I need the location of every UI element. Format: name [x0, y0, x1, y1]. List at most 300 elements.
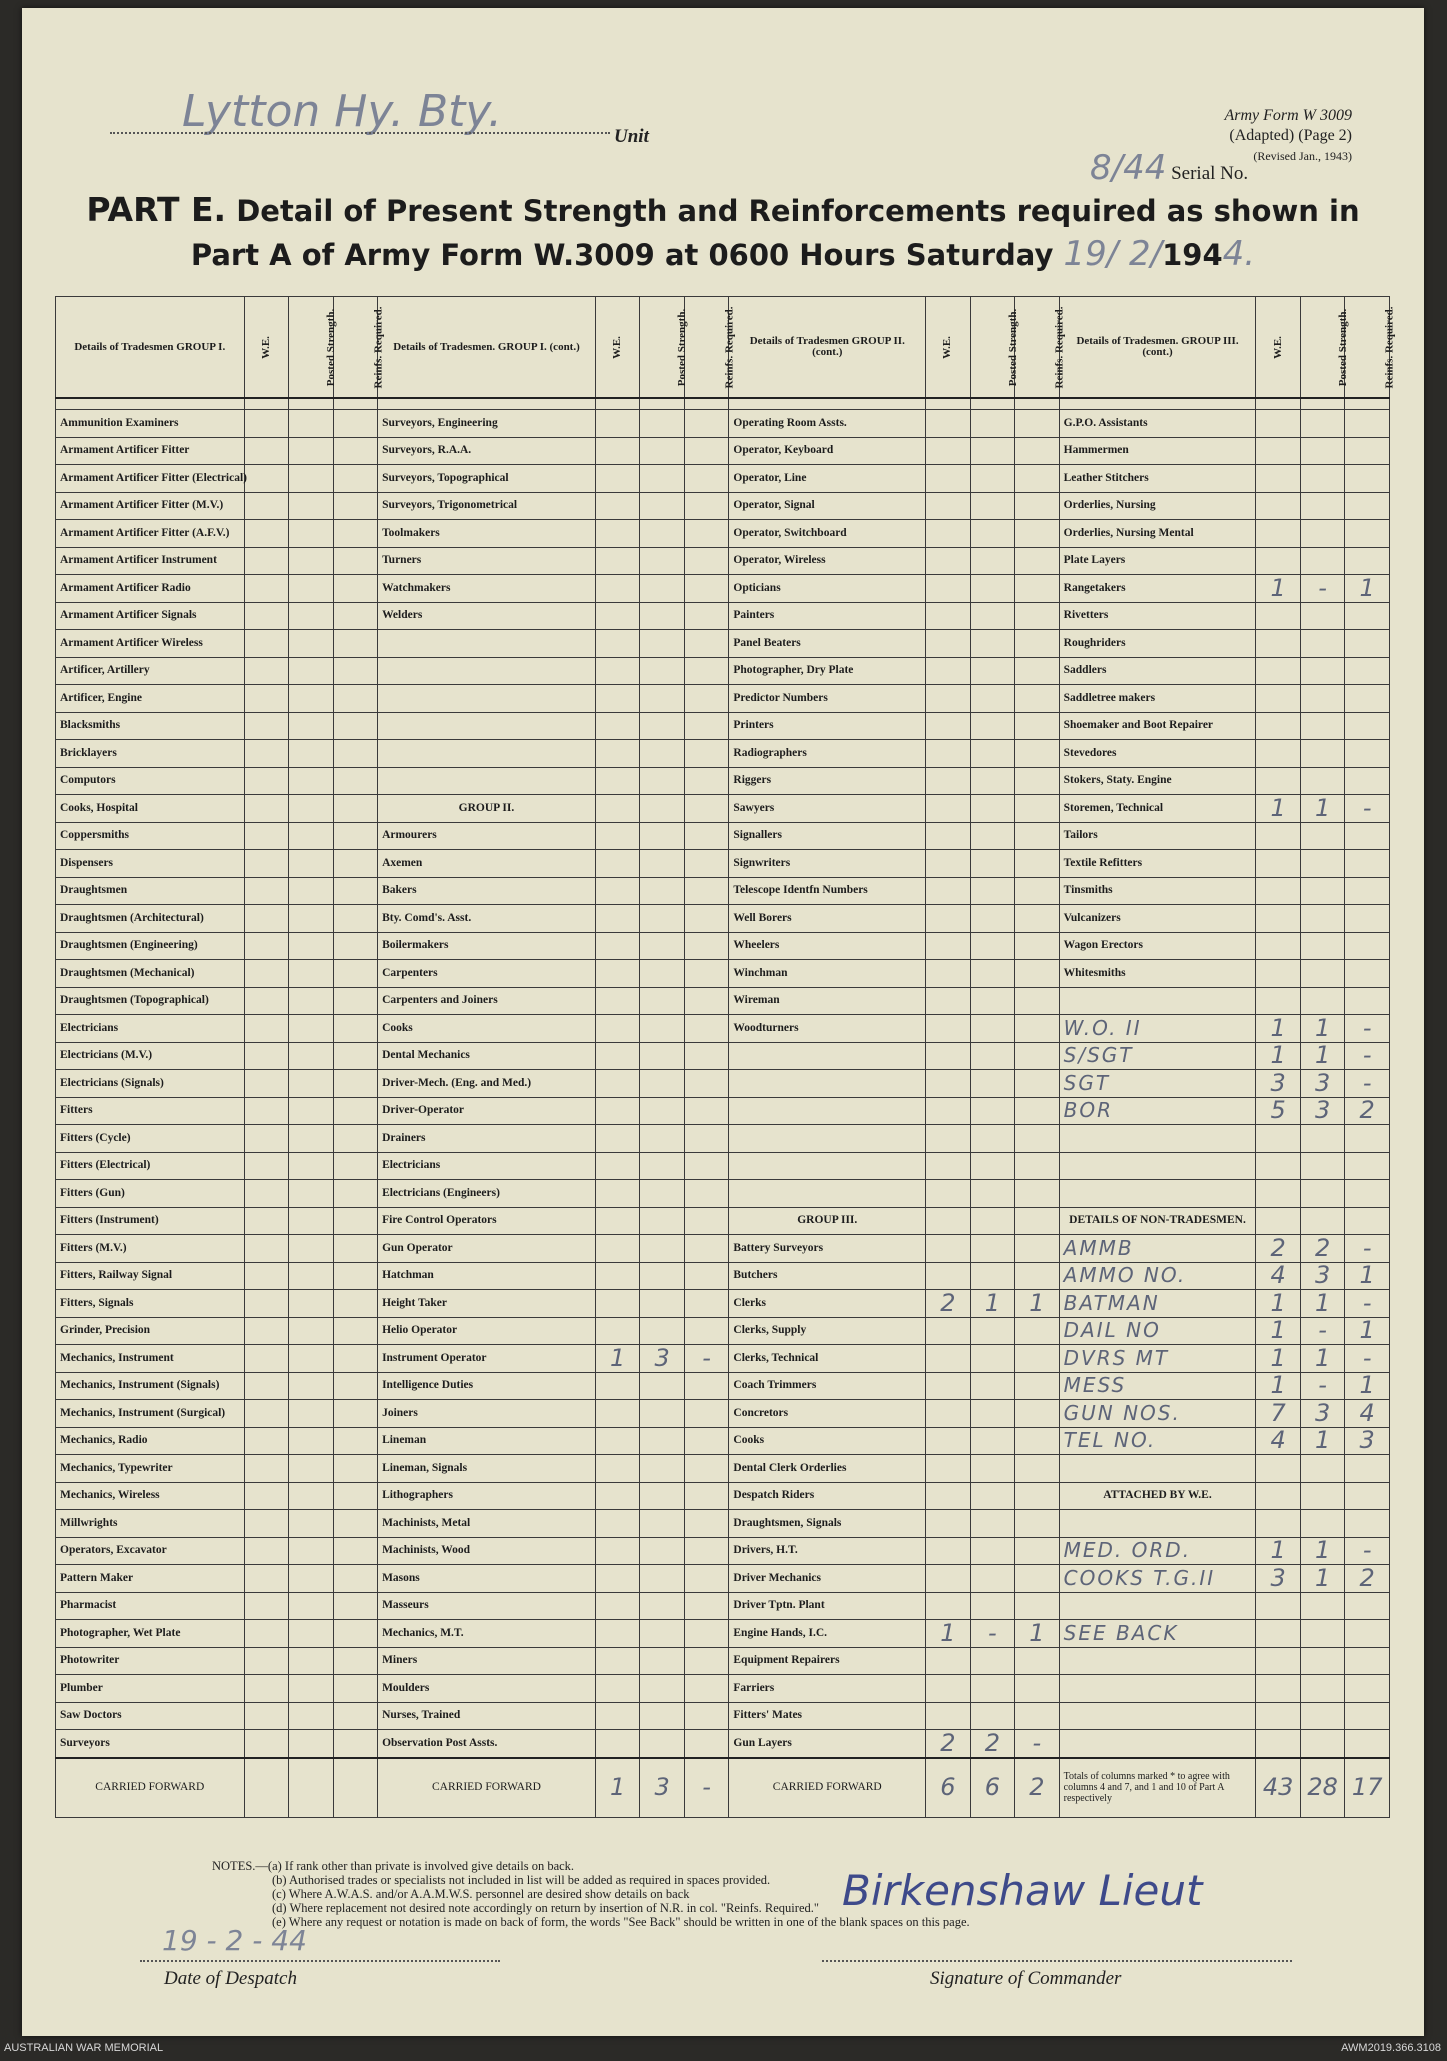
trade-name: Cooks [378, 1015, 596, 1043]
posted-value [970, 1675, 1015, 1703]
trade-name [1059, 1730, 1256, 1758]
reinfs-value [1345, 1152, 1390, 1180]
posted-value [1300, 987, 1345, 1015]
posted-value [640, 1125, 685, 1153]
posted-value [289, 1702, 334, 1730]
posted-value [970, 1207, 1015, 1235]
posted-value [970, 1647, 1015, 1675]
trade-name: Clerks [729, 1290, 926, 1318]
we-value [595, 1647, 640, 1675]
reinfs-value [333, 1372, 378, 1400]
reinfs-value [333, 520, 378, 548]
trade-name: Driver Mechanics [729, 1565, 926, 1593]
reinfs-value [1345, 850, 1390, 878]
reinfs-value [333, 685, 378, 713]
we-value [595, 1015, 640, 1043]
header-reinfs: Reinfs. Required. [684, 297, 729, 399]
trade-name: BOR [1059, 1097, 1256, 1125]
posted-value [970, 712, 1015, 740]
trade-name: Tinsmiths [1059, 877, 1256, 905]
reinfs-value: - [1345, 1537, 1390, 1565]
we-value [595, 437, 640, 465]
we-value [244, 1345, 289, 1373]
we-value [244, 1097, 289, 1125]
trade-name: Roughriders [1059, 630, 1256, 658]
we-value [244, 767, 289, 795]
trade-name: Whitesmiths [1059, 960, 1256, 988]
reinfs-value [684, 630, 729, 658]
posted-value [640, 602, 685, 630]
trade-name: Pharmacist [56, 1592, 245, 1620]
reinfs-value [333, 1675, 378, 1703]
trade-name [378, 712, 596, 740]
we-value [926, 1702, 971, 1730]
table-row [56, 1592, 1390, 1620]
trade-name: Mechanics, Typewriter [56, 1455, 245, 1483]
trade-name: Mechanics, Wireless [56, 1482, 245, 1510]
trade-name [1059, 987, 1256, 1015]
posted-value [640, 1152, 685, 1180]
reinfs-value: 2 [1345, 1565, 1390, 1593]
trade-name [1059, 1702, 1256, 1730]
reinfs-value [333, 1290, 378, 1318]
we-value [595, 492, 640, 520]
we-value [926, 1647, 971, 1675]
we-value [1256, 987, 1301, 1015]
trade-name [729, 1097, 926, 1125]
trade-name: Intelligence Duties [378, 1372, 596, 1400]
posted-value: 1 [970, 1290, 1015, 1318]
trade-name: Photographer, Dry Plate [729, 657, 926, 685]
we-value [595, 1730, 640, 1758]
reinfs-value: 1 [1345, 1262, 1390, 1290]
posted-value [640, 932, 685, 960]
reinfs-value: - [1345, 1015, 1390, 1043]
reinfs-value [684, 1235, 729, 1263]
table-row [56, 1537, 1390, 1565]
we-value [244, 547, 289, 575]
trade-name: AMMB [1059, 1235, 1256, 1263]
reinfs-value [333, 740, 378, 768]
reinfs-value: - [1345, 795, 1390, 823]
we-value [926, 1125, 971, 1153]
posted-value [970, 1427, 1015, 1455]
carried-forward-label: CARRIED FORWARD [729, 1758, 926, 1818]
trade-name: Photographer, Wet Plate [56, 1620, 245, 1648]
posted-value [1300, 1207, 1345, 1235]
we-value [926, 1592, 971, 1620]
credit-left: AUSTRALIAN WAR MEMORIAL [4, 2042, 164, 2054]
we-value [926, 1097, 971, 1125]
reinfs-value: 4 [1345, 1400, 1390, 1428]
note-c: (c) Where A.W.A.S. and/or A.A.M.W.S. personnel are desired show details on back [272, 1887, 690, 1901]
trade-name: Driver Tptn. Plant [729, 1592, 926, 1620]
posted-value [289, 520, 334, 548]
table-row [56, 1015, 1390, 1043]
we-value [1256, 1592, 1301, 1620]
reinfs-value [1015, 1262, 1060, 1290]
trade-name: Armament Artificer Fitter [56, 437, 245, 465]
posted-value [1300, 1620, 1345, 1648]
trade-name: Operator, Wireless [729, 547, 926, 575]
posted-value [289, 932, 334, 960]
trade-name: Artificer, Artillery [56, 657, 245, 685]
we-value [1256, 630, 1301, 658]
posted-value [640, 1262, 685, 1290]
we-total: 43 [1256, 1758, 1301, 1818]
posted-value [970, 685, 1015, 713]
trade-name: Clerks, Supply [729, 1317, 926, 1345]
posted-value [970, 1372, 1015, 1400]
reinfs-value [1015, 850, 1060, 878]
reinfs-value [1345, 410, 1390, 438]
reinfs-value [1345, 932, 1390, 960]
we-value [244, 1565, 289, 1593]
trade-name: DETAILS OF NON-TRADESMEN. [1059, 1207, 1256, 1235]
posted-value [1300, 960, 1345, 988]
we-value [244, 1180, 289, 1208]
we-value [926, 905, 971, 933]
we-value [1256, 877, 1301, 905]
we-value [595, 767, 640, 795]
posted-value [289, 465, 334, 493]
reinfs-value [684, 657, 729, 685]
trade-name: Shoemaker and Boot Repairer [1059, 712, 1256, 740]
reinfs-value [333, 465, 378, 493]
reinfs-value [1345, 657, 1390, 685]
trade-name: Farriers [729, 1675, 926, 1703]
posted-value [640, 1317, 685, 1345]
reinfs-value [684, 1290, 729, 1318]
unit-handwritten: Lytton Hy. Bty. [182, 86, 503, 137]
we-value [595, 960, 640, 988]
trade-name: Photowriter [56, 1647, 245, 1675]
trade-name: Gun Operator [378, 1235, 596, 1263]
trade-name: Operators, Excavator [56, 1537, 245, 1565]
reinfs-value [1345, 1647, 1390, 1675]
trade-name: Armament Artificer Instrument [56, 547, 245, 575]
reinfs-value [684, 547, 729, 575]
posted-value [289, 1290, 334, 1318]
trade-name: Fitters, Railway Signal [56, 1262, 245, 1290]
posted-value [640, 1042, 685, 1070]
we-value [244, 822, 289, 850]
we-value: 7 [1256, 1400, 1301, 1428]
we-value [926, 1510, 971, 1538]
we-value [1256, 712, 1301, 740]
posted-value [640, 850, 685, 878]
posted-value [640, 1290, 685, 1318]
we-value: 1 [595, 1345, 640, 1373]
we-value [244, 575, 289, 603]
reinfs-value [333, 1042, 378, 1070]
posted-value [970, 960, 1015, 988]
reinfs-value [333, 1537, 378, 1565]
reinfs-value [1015, 520, 1060, 548]
posted-value [1300, 1180, 1345, 1208]
trade-name [1059, 1180, 1256, 1208]
trade-name: Winchman [729, 960, 926, 988]
we-value [244, 1400, 289, 1428]
reinfs-value [1345, 437, 1390, 465]
table-row [56, 1070, 1390, 1098]
we-value [595, 1372, 640, 1400]
posted-value [640, 520, 685, 548]
posted-value [640, 1675, 685, 1703]
trade-name: Surveyors, Engineering [378, 410, 596, 438]
posted-value [970, 795, 1015, 823]
posted-value [970, 1235, 1015, 1263]
trade-name: Rangetakers [1059, 575, 1256, 603]
table-row [56, 905, 1390, 933]
we-value [1256, 685, 1301, 713]
trade-name: Cooks, Hospital [56, 795, 245, 823]
posted-value [970, 1042, 1015, 1070]
trade-name: Masons [378, 1565, 596, 1593]
posted-value [640, 685, 685, 713]
reinfs-value [1015, 465, 1060, 493]
posted-value [640, 822, 685, 850]
trade-name: Engine Hands, I.C. [729, 1620, 926, 1648]
posted-value [640, 987, 685, 1015]
reinfs-value [1345, 960, 1390, 988]
posted-value [1300, 1730, 1345, 1758]
posted-value [1300, 410, 1345, 438]
table-row [56, 410, 1390, 438]
we-value [926, 1070, 971, 1098]
trade-name: Coach Trimmers [729, 1372, 926, 1400]
trade-name: Surveyors [56, 1730, 245, 1758]
trade-name: Turners [378, 547, 596, 575]
posted-value: 3 [1300, 1097, 1345, 1125]
posted-value [970, 1345, 1015, 1373]
posted-value [1300, 850, 1345, 878]
we-value [1256, 602, 1301, 630]
header-posted: Posted Strength. [640, 297, 685, 399]
trade-name: Blacksmiths [56, 712, 245, 740]
header-gap-row [56, 398, 1390, 410]
reinfs-value [1015, 1455, 1060, 1483]
reinfs-value [684, 932, 729, 960]
we-value [926, 1042, 971, 1070]
we-value: 2 [926, 1730, 971, 1758]
we-value [595, 602, 640, 630]
reinfs-value: - [1345, 1345, 1390, 1373]
title-text-2: Part A of Army Form W.3009 at 0600 Hours Saturday [190, 238, 1054, 272]
we-value [926, 1235, 971, 1263]
trade-name: Fitters, Signals [56, 1290, 245, 1318]
reinfs-value [333, 877, 378, 905]
reinfs-value [1015, 932, 1060, 960]
posted-value [970, 932, 1015, 960]
posted-value [640, 767, 685, 795]
posted-value [289, 657, 334, 685]
posted-value [289, 877, 334, 905]
reinfs-value [1345, 767, 1390, 795]
trade-name: Signwriters [729, 850, 926, 878]
we-value [1256, 1675, 1301, 1703]
reinfs-value [684, 1097, 729, 1125]
trade-name: Drivers, H.T. [729, 1537, 926, 1565]
trade-name: Miners [378, 1647, 596, 1675]
header-we: W.E. [595, 297, 640, 399]
trade-name: Hatchman [378, 1262, 596, 1290]
we-value [1256, 1180, 1301, 1208]
trade-name: Vulcanizers [1059, 905, 1256, 933]
we-value [926, 877, 971, 905]
posted-value [289, 767, 334, 795]
reinfs-value [684, 1207, 729, 1235]
reinfs-value [684, 850, 729, 878]
reinfs-value [1015, 1675, 1060, 1703]
serial-number [1090, 148, 1248, 188]
we-value [1256, 437, 1301, 465]
we-value [926, 630, 971, 658]
trade-name: Wireman [729, 987, 926, 1015]
we-value [926, 1207, 971, 1235]
reinfs-value [333, 1482, 378, 1510]
we-value [926, 1345, 971, 1373]
trade-name: Leather Stitchers [1059, 465, 1256, 493]
posted-value [289, 492, 334, 520]
note-e: (e) Where any request or notation is made on back of form, the words "See Back" should be written in one of the blank spaces on this page. [272, 1915, 970, 1929]
posted-value: 1 [1300, 1290, 1345, 1318]
table-row [56, 822, 1390, 850]
we-value [926, 1400, 971, 1428]
posted-total: 3 [640, 1758, 685, 1818]
table-row [56, 1482, 1390, 1510]
reinfs-value [333, 905, 378, 933]
posted-value [289, 437, 334, 465]
trade-name: Painters [729, 602, 926, 630]
posted-value [970, 1400, 1015, 1428]
trade-name: Wheelers [729, 932, 926, 960]
posted-value [970, 877, 1015, 905]
table-row [56, 1180, 1390, 1208]
posted-value [1300, 822, 1345, 850]
posted-value [640, 1537, 685, 1565]
despatch-label: Date of Despatch [164, 1968, 297, 1989]
we-value [244, 1015, 289, 1043]
trade-name: Welders [378, 602, 596, 630]
reinfs-value [333, 1125, 378, 1153]
table-row [56, 987, 1390, 1015]
trade-name: Printers [729, 712, 926, 740]
trade-name: Fitters (Electrical) [56, 1152, 245, 1180]
reinfs-value [1015, 1152, 1060, 1180]
reinfs-value [1015, 1042, 1060, 1070]
table-row [56, 1510, 1390, 1538]
we-value [595, 1262, 640, 1290]
we-value [926, 685, 971, 713]
we-value [1256, 410, 1301, 438]
trade-name: Grinder, Precision [56, 1317, 245, 1345]
reinfs-value [1345, 520, 1390, 548]
posted-value [289, 740, 334, 768]
reinfs-value [1345, 1510, 1390, 1538]
trade-name: Armament Artificer Fitter (M.V.) [56, 492, 245, 520]
we-value [1256, 1482, 1301, 1510]
reinfs-value [684, 740, 729, 768]
posted-value [970, 520, 1015, 548]
table-row [56, 547, 1390, 575]
posted-total: 6 [970, 1758, 1015, 1818]
trade-name: Observation Post Assts. [378, 1730, 596, 1758]
table-row [56, 1290, 1390, 1318]
trade-name [729, 1070, 926, 1098]
reinfs-value [1015, 1565, 1060, 1593]
posted-value [289, 685, 334, 713]
we-value [595, 547, 640, 575]
reinfs-value [333, 1400, 378, 1428]
reinfs-value [333, 630, 378, 658]
reinfs-value [1345, 547, 1390, 575]
we-value [595, 630, 640, 658]
posted-value [640, 1207, 685, 1235]
trade-name: Draughtsmen [56, 877, 245, 905]
despatch-line [140, 1960, 500, 1962]
we-value [1256, 1620, 1301, 1648]
table-row [56, 1262, 1390, 1290]
reinfs-value [1015, 1372, 1060, 1400]
trade-name: Radiographers [729, 740, 926, 768]
posted-value [640, 1647, 685, 1675]
posted-value [289, 1730, 334, 1758]
we-value [926, 547, 971, 575]
we-value [244, 602, 289, 630]
posted-value [640, 905, 685, 933]
trade-name: GROUP III. [729, 1207, 926, 1235]
we-value [595, 685, 640, 713]
posted-value [640, 1565, 685, 1593]
we-value [926, 795, 971, 823]
we-value [595, 1620, 640, 1648]
trade-name: Panel Beaters [729, 630, 926, 658]
trade-name: Electricians (M.V.) [56, 1042, 245, 1070]
posted-value [970, 987, 1015, 1015]
strength-table [55, 296, 1396, 1818]
posted-value [970, 1317, 1015, 1345]
posted-value [1300, 740, 1345, 768]
posted-value [1300, 1702, 1345, 1730]
we-value [595, 1097, 640, 1125]
title-line-2 [22, 234, 1424, 274]
reinfs-value [684, 1015, 729, 1043]
reinfs-value [684, 1482, 729, 1510]
posted-value [1300, 685, 1345, 713]
trade-name: SEE BACK [1059, 1620, 1256, 1648]
trade-name: Mechanics, Instrument (Signals) [56, 1372, 245, 1400]
reinfs-value [333, 1097, 378, 1125]
table-row [56, 657, 1390, 685]
posted-value [289, 1372, 334, 1400]
trade-name: GROUP II. [378, 795, 596, 823]
reinfs-value [684, 520, 729, 548]
we-value [1256, 740, 1301, 768]
header-details-group3-cont: Details of Tradesmen. GROUP III. (cont.) [1059, 297, 1256, 399]
reinfs-value [1015, 905, 1060, 933]
we-value [244, 657, 289, 685]
posted-value [640, 1730, 685, 1758]
trade-name: Mechanics, Instrument (Surgical) [56, 1400, 245, 1428]
posted-value [289, 1427, 334, 1455]
table-row [56, 767, 1390, 795]
trade-name [1059, 1510, 1256, 1538]
table-row [56, 685, 1390, 713]
posted-value [970, 1565, 1015, 1593]
reinfs-value [333, 492, 378, 520]
posted-value [970, 1510, 1015, 1538]
